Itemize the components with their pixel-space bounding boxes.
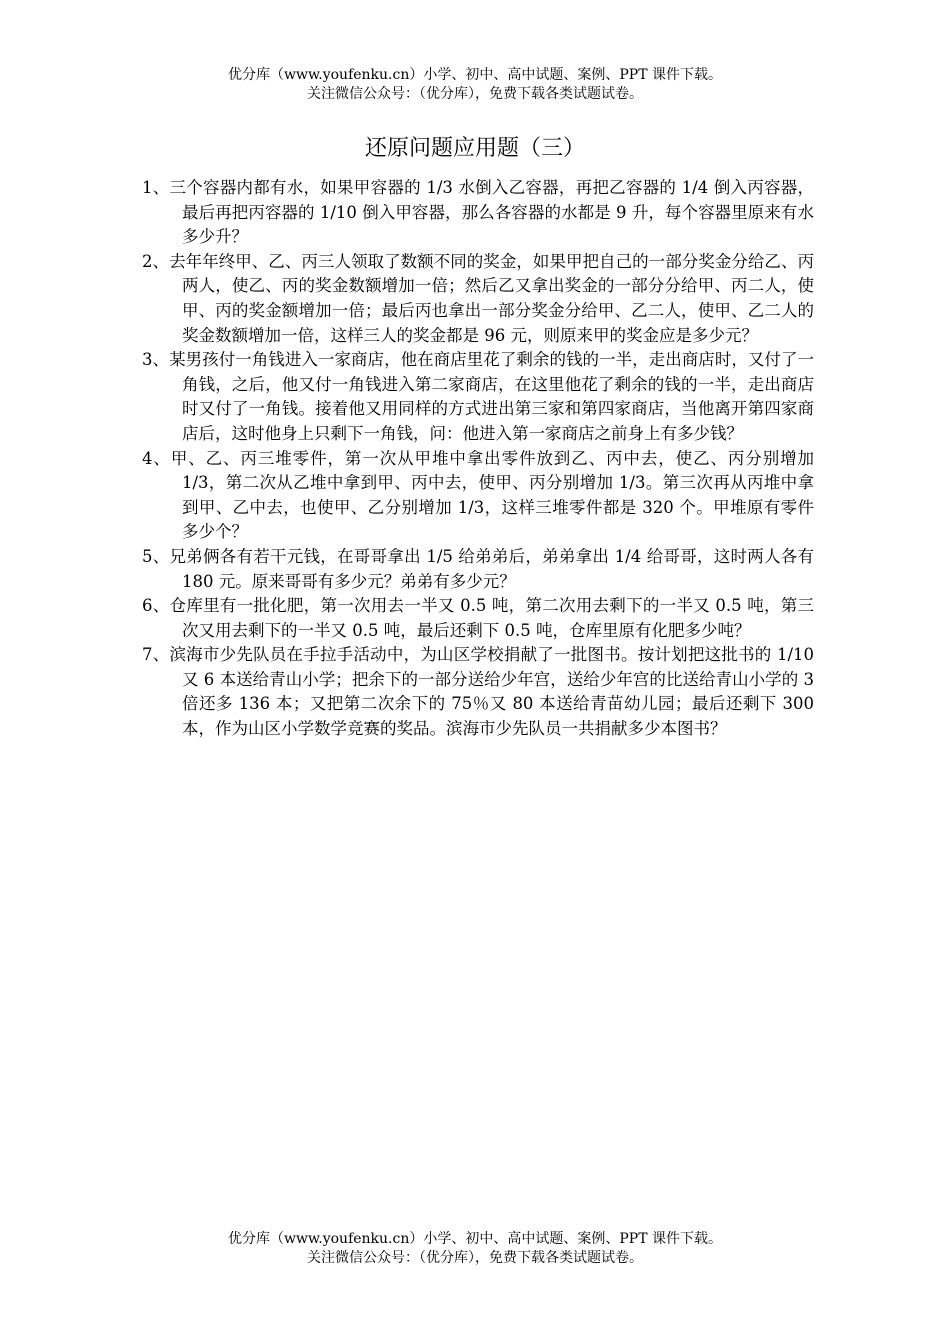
problem-text: 仓库里有一批化肥，第一次用去一半又 0.5 吨，第二次用去剩下的一半又 0.5 吨，第三次又用去剩下的一半又 0.5 吨，最后还剩下 0.5 吨，仓库里原有化肥多少吨？	[169, 596, 814, 640]
problem-number: 3、	[142, 350, 170, 370]
problem-item	[142, 545, 814, 594]
problem-item	[142, 594, 814, 643]
problem-number: 6、	[142, 596, 170, 616]
problem-item	[142, 643, 814, 741]
problem-number: 1、	[142, 178, 170, 197]
problem-text: 三个容器内都有水，如果甲容器的 1/3 水倒入乙容器，再把乙容器的 1/4 倒入丙容器，最后再把丙容器的 1/10 倒入甲容器，那么各容器的水都是 9 升，每个容器里原来有水多少升？	[169, 178, 815, 247]
problem-text: 甲、乙、丙三堆零件，第一次从甲堆中拿出零件放到乙、丙中去，使乙、丙分别增加 1/3，第二次从乙堆中拿到甲、丙中去，使甲、丙分别增加 1/3。第三次再从丙堆中拿到甲、乙中去，也使甲、乙分别增加 1/3，这样三堆零件都是 320 个。甲堆原有零件多少个？	[170, 448, 815, 542]
problem-item	[142, 176, 814, 250]
problem-list	[142, 176, 814, 742]
problem-text: 去年年终甲、乙、丙三人领取了数额不同的奖金，如果甲把自己的一部分奖金分给乙、丙两人，使乙、丙的奖金数额增加一倍；然后乙又拿出奖金的一部分分给甲、丙二人，使甲、丙的奖金额增加一倍；最后丙也拿出一部分奖金分给甲、乙二人，使甲、乙二人的奖金数额增加一倍，这样三人的奖金都是 96 元，则原来甲的奖金应是多少元？	[169, 251, 815, 345]
problem-text: 兄弟俩各有若干元钱，在哥哥拿出 1/5 给弟弟后，弟弟拿出 1/4 给哥哥，这时两人各有 180 元。原来哥哥有多少元？弟弟有多少元？	[169, 546, 815, 591]
problem-number: 5、	[142, 546, 170, 566]
problem-number: 4、	[142, 448, 171, 468]
page-title: 还原问题应用题（三）	[364, 136, 585, 161]
footer-line-2: 关注微信公众号：（优分库），免费下载各类试题试卷。	[307, 1250, 643, 1266]
problem-item	[142, 250, 814, 348]
problem-text: 某男孩付一角钱进入一家商店，他在商店里花了剩余的钱的一半，走出商店时，又付了一角钱，之后，他又付一角钱进入第二家商店，在这里他花了剩余的钱的一半，走出商店时又付了一角钱。接着他又用同样的方式进出第三家和第四家商店，当他离开第四家商店后，这时他身上只剩下一角钱，问：他进入第一家商店之前身上有多少钱？	[169, 350, 815, 443]
problem-text: 滨海市少先队员在手拉手活动中，为山区学校捐献了一批图书。按计划把这批书的 1/10 又 6 本送给青山小学；把余下的一部分送给少年宫，送给少年宫的比送给青山小学的 3 倍还多 136 本；又把第二次余下的 75％又 80 本送给青苗幼儿园；最后还剩下 300 本，作为山区小学数学竞赛的奖品。滨海市少先队员一共捐献多少本图书？	[169, 645, 814, 739]
problem-number: 7、	[142, 645, 170, 665]
header-line-1: 优分库（www.youfenku.cn）小学、初中、高中试题、案例、PPT 课件下载。	[227, 67, 722, 83]
header-line-2: 关注微信公众号：（优分库），免费下载各类试题试卷。	[307, 86, 643, 102]
problem-item	[142, 447, 814, 545]
footer-line-1: 优分库（www.youfenku.cn）小学、初中、高中试题、案例、PPT 课件下载。	[227, 1231, 722, 1247]
page-footer	[0, 1230, 950, 1268]
problem-number: 2、	[142, 251, 170, 271]
problem-item	[142, 348, 814, 446]
page-header	[0, 66, 950, 104]
